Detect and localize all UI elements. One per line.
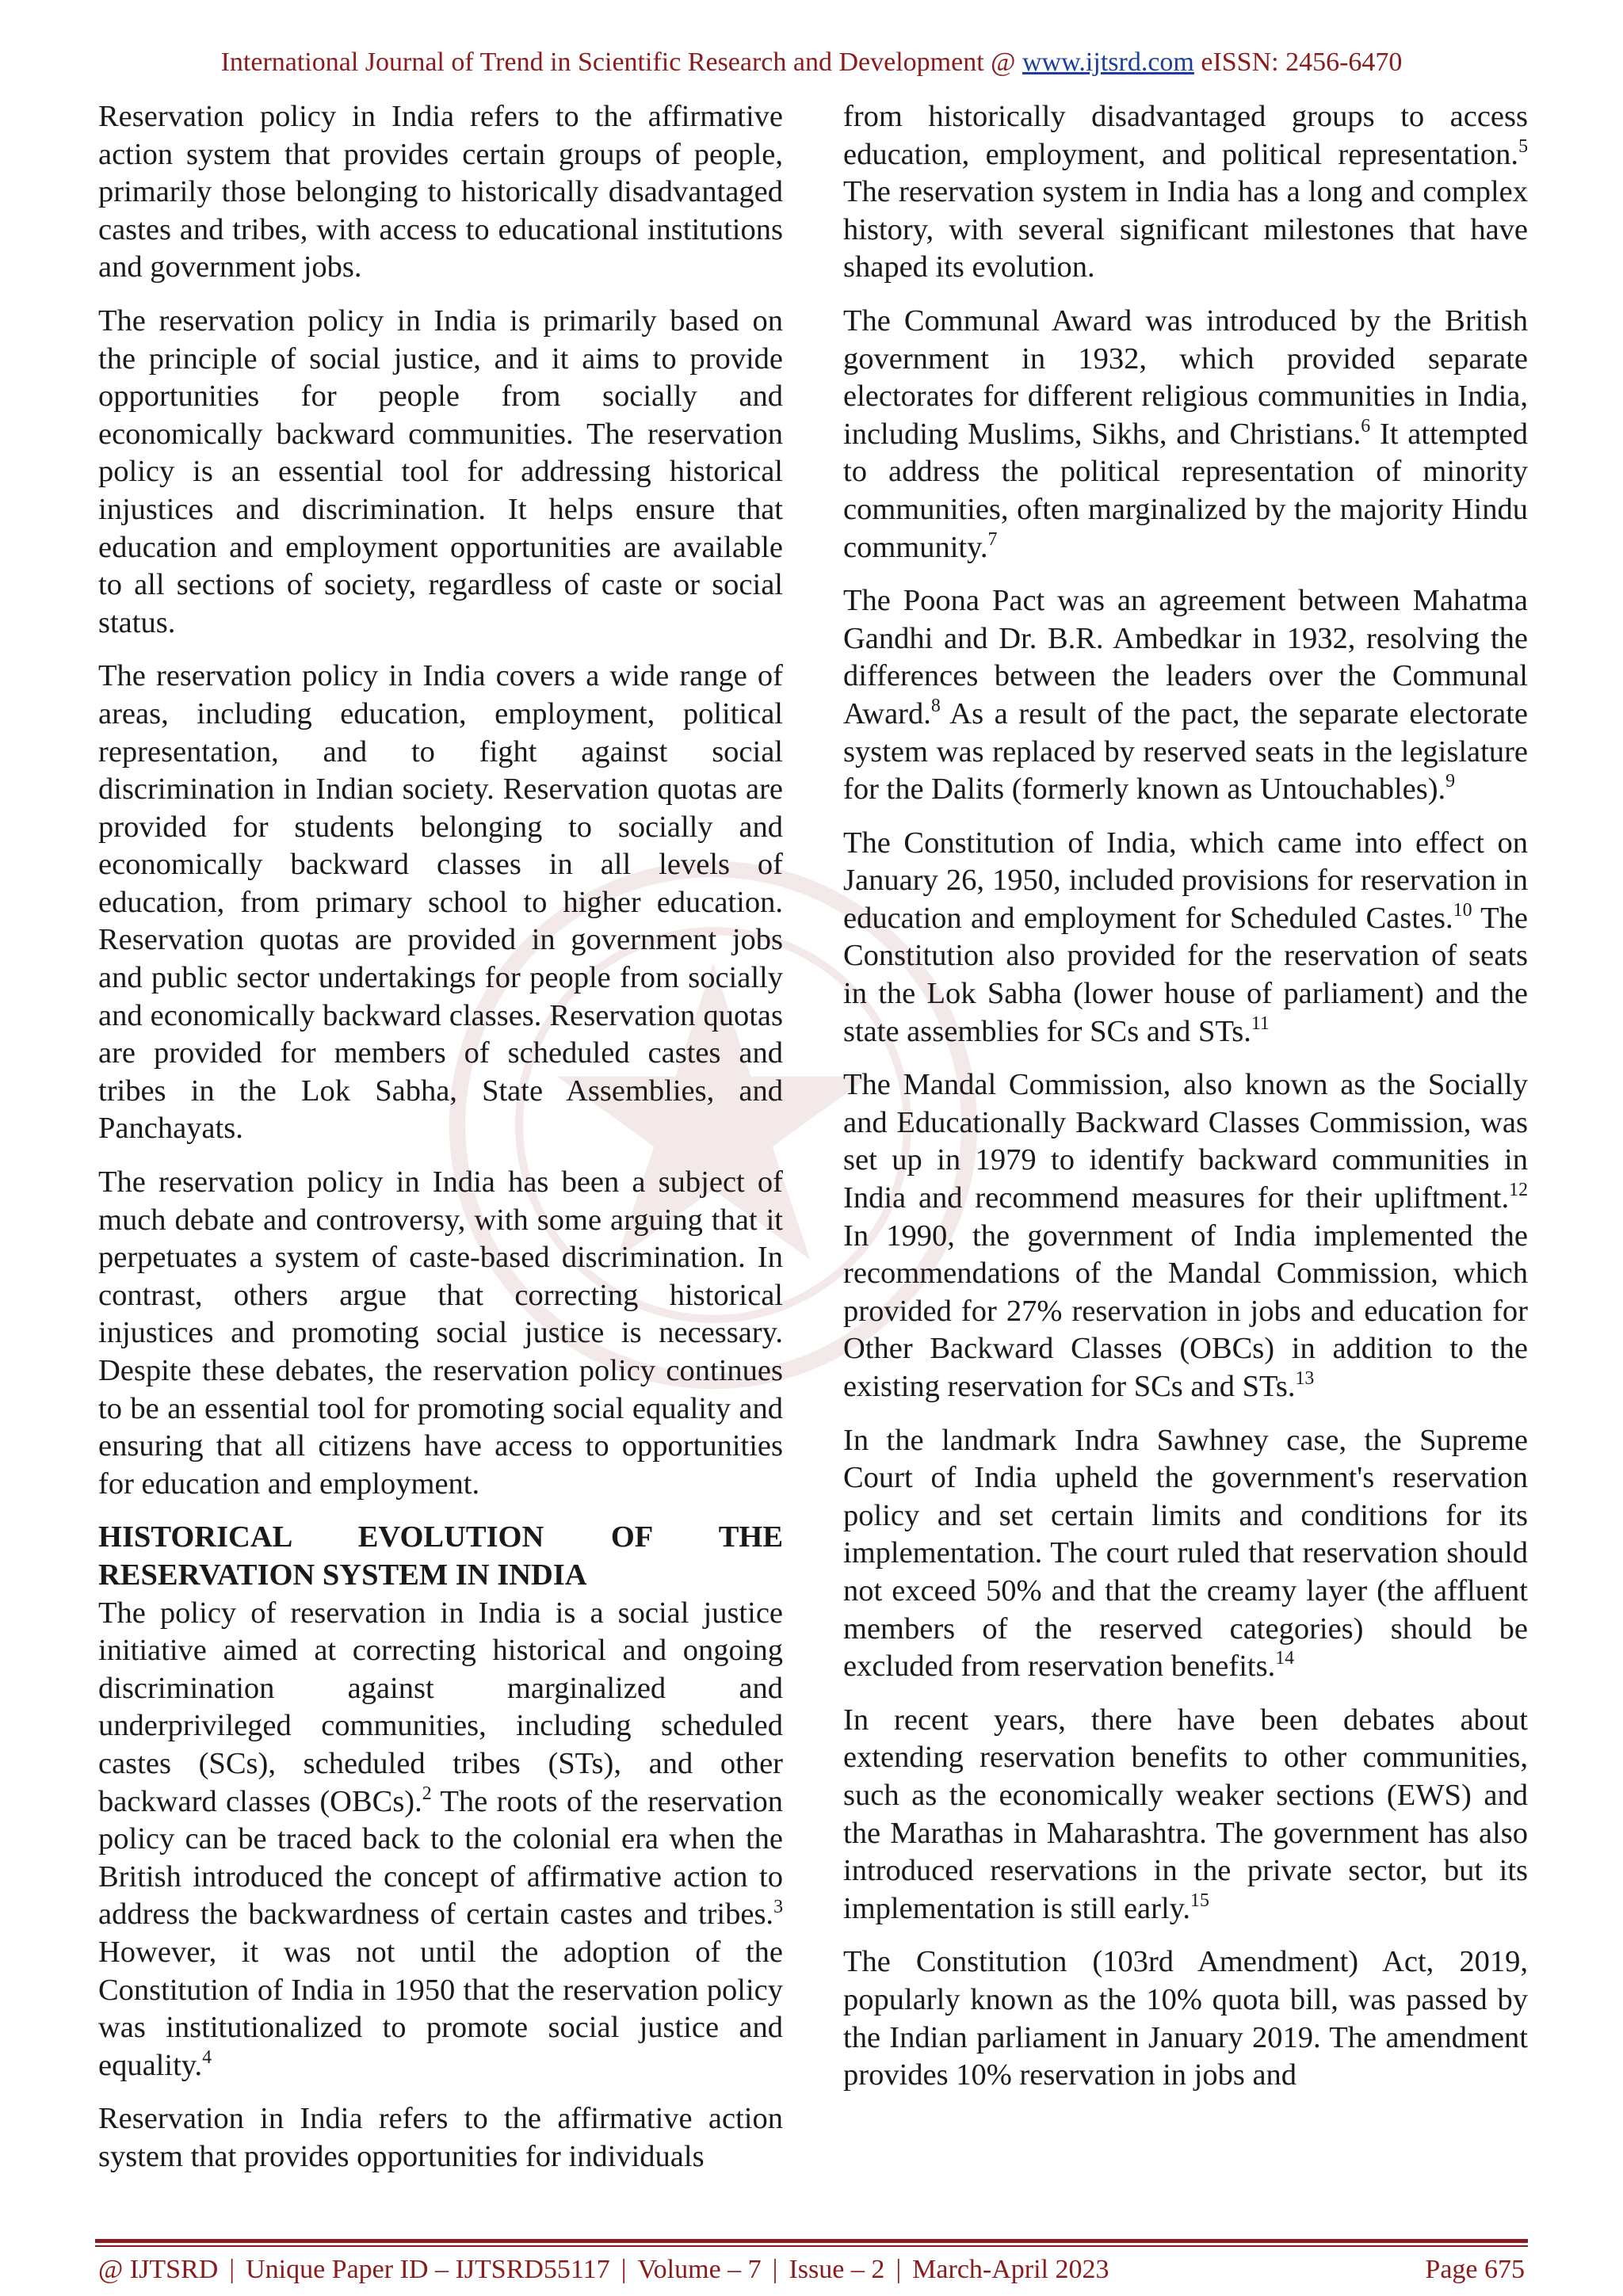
paragraph-text: The policy of reservation in India is a social justice initiative aimed at correcting historical and ongoing discrimination against marginalized and underprivileged communities, including scheduled castes (SCs), scheduled tribes (STs), and other backward classes (OBCs). [98,1596,783,1818]
paragraph-text: In the landmark Indra Sawhney case, the Supreme Court of India upheld the government's reservation policy and set certain limits and conditions for its implementation. The court ruled that reservation should not exceed 50% and that the creamy layer (the affluent members of the reserved categories) should be excluded from reservation benefits. [843,1423,1528,1684]
paragraph-text: The roots of the reservation policy can be traced back to the colonial era when the British introduced the concept of affirmative action to address the backwardness of certain castes and tribes. [98,1784,783,1932]
footer-divider [95,2239,1528,2243]
footer-separator: | [896,2255,902,2284]
footnote-ref: 11 [1251,1013,1270,1034]
footnote-ref: 14 [1275,1648,1295,1669]
running-footer [98,2250,1525,2290]
paragraph-text: The Constitution also provided for the reservation of seats in the Lok Sabha (lower house of parliament) and the state assemblies for SCs and STs. [843,901,1528,1048]
footnote-ref: 6 [1361,415,1371,437]
section-heading: HISTORICAL EVOLUTION OF THE RESERVATION SYSTEM IN INDIA [98,1520,783,1592]
journal-url-link[interactable]: www.ijtsrd.com [1022,48,1194,77]
paragraph [843,98,1528,287]
right-column [843,98,1528,2111]
footnote-ref: 4 [202,2046,212,2068]
paragraph [843,1702,1528,1928]
footer-separator: | [229,2255,235,2284]
paragraph [843,582,1528,809]
paragraph-text: However, it was not until the adoption of the Constitution of India in 1950 that the reservation policy was institutionalized to promote social justice and equality. [98,1935,783,2082]
footnote-ref: 7 [987,528,998,550]
paragraph [843,303,1528,566]
paragraph: The reservation policy in India has been a subject of much debate and controversy, with some arguing that it perpetuates a system of caste-based discrimination. In contrast, others argue that correcting historical injustices and promoting social justice is necessary. Despite these debates, the reservation policy continues to be an essential tool for promoting social equality and ensuring that all citizens have access to opportunities for education and employment. [98,1165,783,1501]
footnote-ref: 9 [1445,771,1456,792]
paragraph: Reservation policy in India refers to the affirmative action system that provides certain groups of people, primarily those belonging to historically disadvantaged castes and tribes, with access to educational institutions and government jobs. [98,100,783,284]
footnote-ref: 8 [930,696,941,717]
footnote-ref: 2 [422,1783,432,1804]
left-column [98,98,783,2191]
footer-issue: Issue – 2 [789,2255,885,2284]
paragraph-text: The Poona Pact was an agreement between Mahatma Gandhi and Dr. B.R. Ambedkar in 1932, resolving the differences between the leaders over the Communal Award. [843,584,1528,730]
footer-paper-id: Unique Paper ID – IJTSRD55117 [246,2255,610,2284]
footer-volume: Volume – 7 [637,2255,762,2284]
footnote-ref: 15 [1190,1890,1209,1911]
footer-date: March-April 2023 [912,2255,1109,2284]
paragraph-text: The Mandal Commission, also known as the Socially and Educationally Backward Classes Commission, was set up in 1979 to identify backward communities in India and recommend measures for their upliftment. [843,1068,1528,1215]
paragraph [98,1595,783,2085]
footnote-ref: 10 [1453,900,1472,921]
footer-journal: @ IJTSRD [98,2255,219,2284]
paragraph-text: In recent years, there have been debates about extending reservation benefits to other communities, such as the economically weaker sections (EWS) and the Marathas in Maharashtra. The government has also introduced reservations in the private sector, but its implementation is still early. [843,1703,1528,1925]
footnote-ref: 12 [1509,1180,1528,1201]
paragraph-text: The Communal Award was introduced by the British government in 1932, which provided separate electorates for different religious communities in India, including Muslims, Sikhs, and Christians. [843,303,1528,451]
paragraph: Reservation in India refers to the affirmative action system that provides opportunities for individuals [98,2102,783,2173]
journal-issn: eISSN: 2456-6470 [1201,48,1403,77]
footnote-ref: 5 [1518,135,1528,157]
paragraph: The reservation policy in India is primarily based on the principle of social justice, and it aims to provide opportunities for people from socially and economically backward communities. The reservation policy is an essential tool for addressing historical injustices and discrimination. It helps ensure that education and employment opportunities are available to all sections of society, regardless of caste or social status. [98,303,783,639]
page-number: Page 675 [1425,2255,1525,2284]
footnote-ref: 13 [1295,1368,1315,1390]
paragraph-text: As a result of the pact, the separate electorate system was replaced by reserved seats in the legislature for the Dalits (formerly known as Untouchables). [843,696,1528,807]
footer-divider-thin [95,2245,1528,2247]
paragraph [843,1422,1528,1686]
paragraph-text: from historically disadvantaged groups to access education, employment, and political representation. [843,100,1528,171]
paragraph [843,1066,1528,1405]
paragraph: The reservation policy in India covers a wide range of areas, including education, employment, political representation, and to fight against social discrimination in Indian society. Reservation quotas are provided for students belonging to socially and economically backward classes in all levels of education, from primary school to higher education. Reservation quotas are provided in government jobs and public sector undertakings for people from socially and economically backward classes. Reservation quotas are provided for members of scheduled castes and tribes in the Lok Sabha, State Assemblies, and Panchayats. [98,659,783,1146]
paragraph-text: It attempted to address the political representation of minority communities, often marginalized by the majority Hindu community. [843,417,1528,564]
footer-separator: | [772,2255,778,2284]
paragraph [843,825,1528,1051]
paragraph: The Constitution (103rd Amendment) Act, 2019, popularly known as the 10% quota bill, was passed by the Indian parliament in January 2019. The amendment provides 10% reservation in jobs and [843,1945,1528,2092]
paragraph-text: In 1990, the government of India implemented the recommendations of the Mandal Commission, which provided for 27% reservation in jobs and education for Other Backward Classes (OBCs) in addition to the existing reservation for SCs and STs. [843,1219,1528,1403]
paragraph-text: The reservation system in India has a long and complex history, with several significant milestones that have shaped its evolution. [843,175,1528,284]
footnote-ref: 3 [773,1896,783,1917]
footer-separator: | [621,2255,627,2284]
running-header [0,48,1623,78]
journal-name: International Journal of Trend in Scientific Research and Development @ [220,48,1016,77]
paragraph-text: The Constitution of India, which came into effect on January 26, 1950, included provisions for reservation in education and employment for Scheduled Castes. [843,826,1528,935]
